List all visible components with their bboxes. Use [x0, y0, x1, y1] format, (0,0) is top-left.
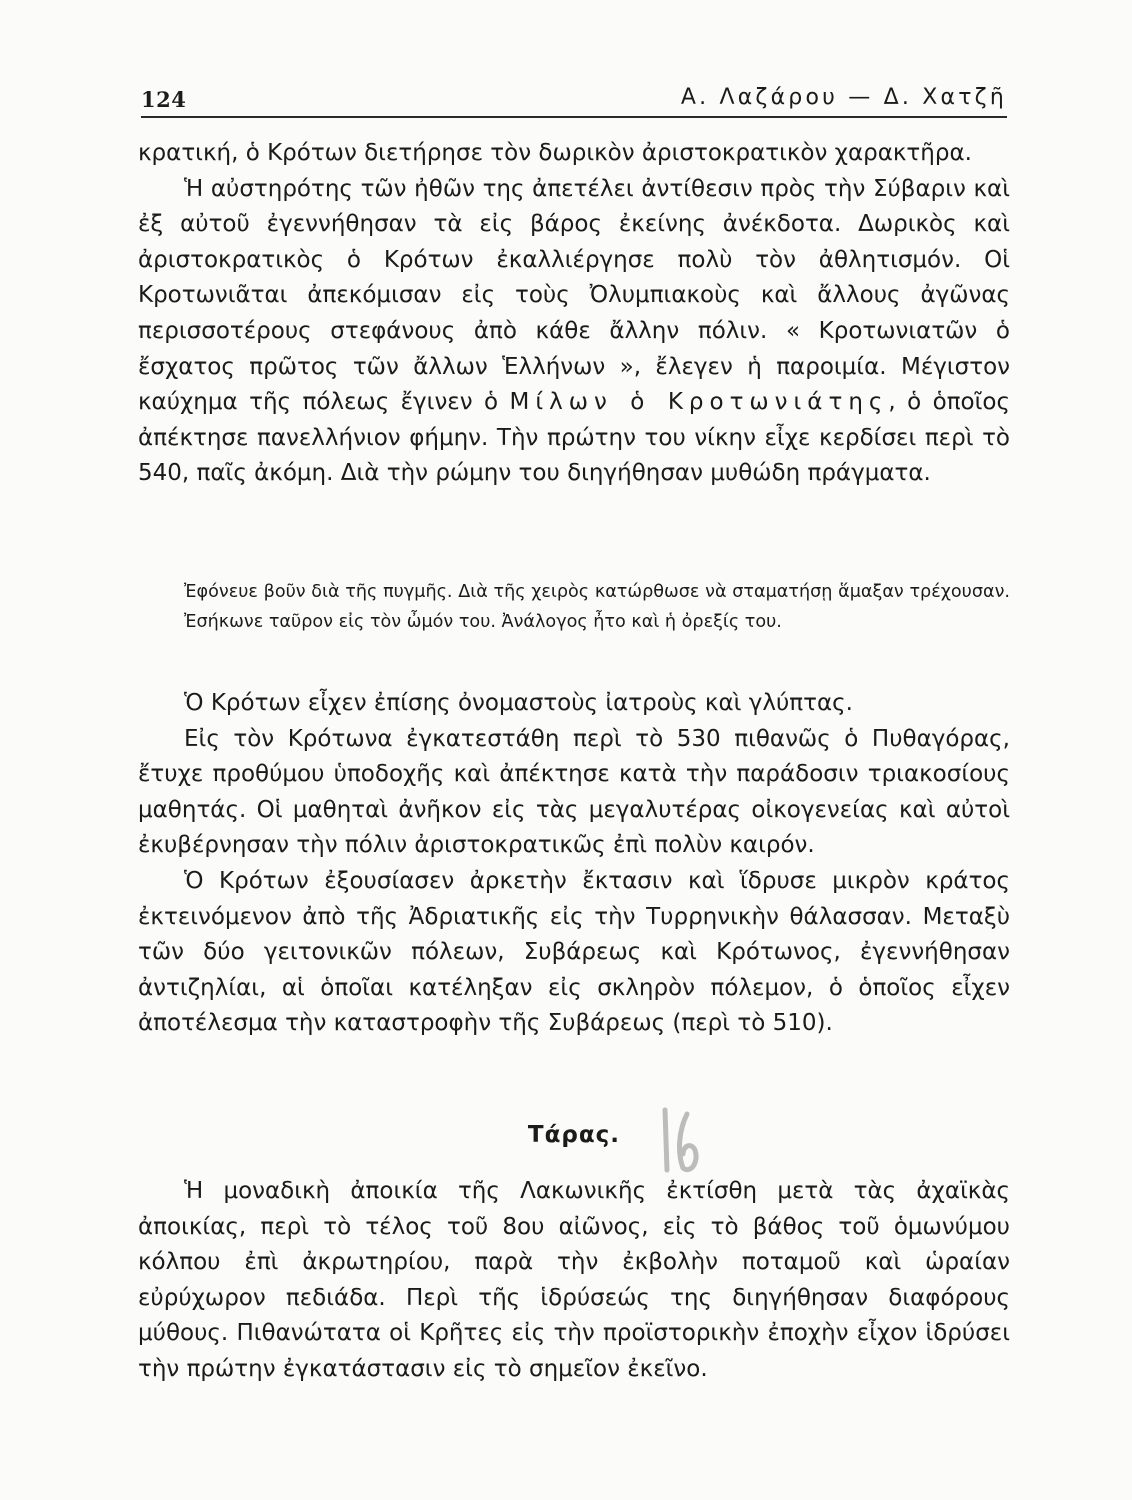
section-heading-taras: Τάρας. [527, 1122, 621, 1148]
paragraph-austerity [138, 172, 1010, 492]
second-text-block [138, 686, 1010, 1042]
paragraph-physicians: Ὁ Κρότων εἶχεν ἐπίσης ὀνομαστοὺς ἰατροὺς καὶ γλύπτας. [184, 690, 853, 716]
page-number: 124 [141, 87, 187, 112]
running-head: Α. Λαζάρου — Δ. Χατζῆ [680, 85, 1007, 110]
paragraph-opening: κρατική, ὁ Κρότων διετήρησε τὸν δωρικὸν ἀριστοκρατικὸν χαρακτῆρα. [138, 140, 972, 166]
page-header [141, 82, 1007, 118]
paragraph-pythagoras: Εἰς τὸν Κρότωνα ἐγκατεστάθη περὶ τὸ 530 πιθανῶς ὁ Πυθαγόρας, ἔτυχε προθύμου ὑποδοχῆς καὶ ἀπέκτησε κατὰ τὴν παράδοσιν τριακοσίους μαθητάς. Οἱ μαθηταὶ ἀνῆκον εἰς τὰς μεγαλυτέρας οἰκογενείας καὶ αὐτοὶ ἐκυβέρνησαν τὴν πόλιν ἀριστοκρατικῶς ἐπὶ πολὺν καιρόν. [138, 725, 1010, 859]
paragraph-kroton-state: Ὁ Κρότων ἐξουσίασεν ἀρκετὴν ἔκτασιν καὶ ἵδρυσε μικρὸν κράτος ἐκτεινόμενον ἀπὸ τῆς Ἀδριατικῆς εἰς τὴν Τυρρηνικὴν θάλασσαν. Μεταξὺ τῶν δύο γειτονικῶν πόλεων, Συβάρεως καὶ Κρότωνος, ἐγεννήθησαν ἀντιζηλίαι, αἱ ὁποῖαι κατέληξαν εἰς σκληρὸν πόλεμον, ὁ ὁποῖος εἶχεν ἀποτέλεσμα τὴν καταστροφὴν τῆς Συβάρεως (περὶ τὸ 510). [138, 867, 1010, 1037]
paragraph-austerity-end: , ὁ ὁποῖος ἀπέκτησε πανελλήνιον φήμην. Τὴν πρώτην του νίκην εἶχε κερδίσει περὶ τὸ 540, παῖς ἀκόμη. Διὰ τὴν ρώμην του διηγήθησαν μυθώδη πράγματα. [138, 389, 1010, 487]
main-text-block [138, 136, 1010, 492]
third-text-block [138, 1174, 1010, 1388]
milon-name: Μίλων ὁ Κροτωνιάτης [509, 389, 889, 416]
paragraph-taras: Ἡ μοναδικὴ ἀποικία τῆς Λακωνικῆς ἐκτίσθη μετὰ τὰς ἀχαϊκὰς ἀποικίας, περὶ τὸ τέλος τοῦ 8ου αἰῶνος, εἰς τὸ βάθος τοῦ ὁμωνύμου κόλπου ἐπὶ ἀκρωτηρίου, παρὰ τὴν ἐκβολὴν ποταμοῦ καὶ ὡραίαν εὐρύχωρον πεδιάδα. Περὶ τῆς ἱδρύσεώς της διηγήθησαν διαφόρους μύθους. Πιθανώτατα οἱ Κρῆτες εἰς τὴν προϊστορικὴν ἐποχὴν εἶχον ἱδρύσει τὴν πρώτην ἐγκατάστασιν εἰς τὸ σημεῖον ἐκεῖνο. [138, 1178, 1010, 1382]
paragraph-austerity-text: Ἡ αὐστηρότης τῶν ἠθῶν της ἀπετέλει ἀντίθεσιν πρὸς τὴν Σύβαριν καὶ ἐξ αὐτοῦ ἐγεννήθησαν τὰ εἰς βάρος ἐκείνης ἀνέκδοτα. Δωρικὸς καὶ ἀριστοκρατικὸς ὁ Κρότων ἐκαλλιέργησε πολὺ τὸν ἀθλητισμόν. Οἱ Κροτωνιᾶται ἀπεκόμισαν εἰς τοὺς Ὀλυμπιακοὺς καὶ ἄλλους ἀγῶνας περισσοτέρους στεφάνους ἀπὸ κάθε ἄλλην πόλιν. « Κροτωνιατῶν ὁ ἔσχατος πρῶτος τῶν ἄλλων Ἑλλήνων », ἔλεγεν ἡ παροιμία. Μέγιστον καύχημα τῆς πόλεως ἔγινεν ὁ [138, 175, 1010, 416]
pencil-mark [655, 1104, 707, 1178]
milon-note: Ἐφόνευε βοῦν διὰ τῆς πυγμῆς. Διὰ τῆς χειρὸς κατώρθωσε νὰ σταματήσῃ ἅμαξαν τρέχουσαν. Ἐσήκωνε ταῦρον εἰς τὸν ὦμόν του. Ἀνάλογος ἦτο καὶ ἡ ὀρεξίς του. [184, 582, 1010, 632]
